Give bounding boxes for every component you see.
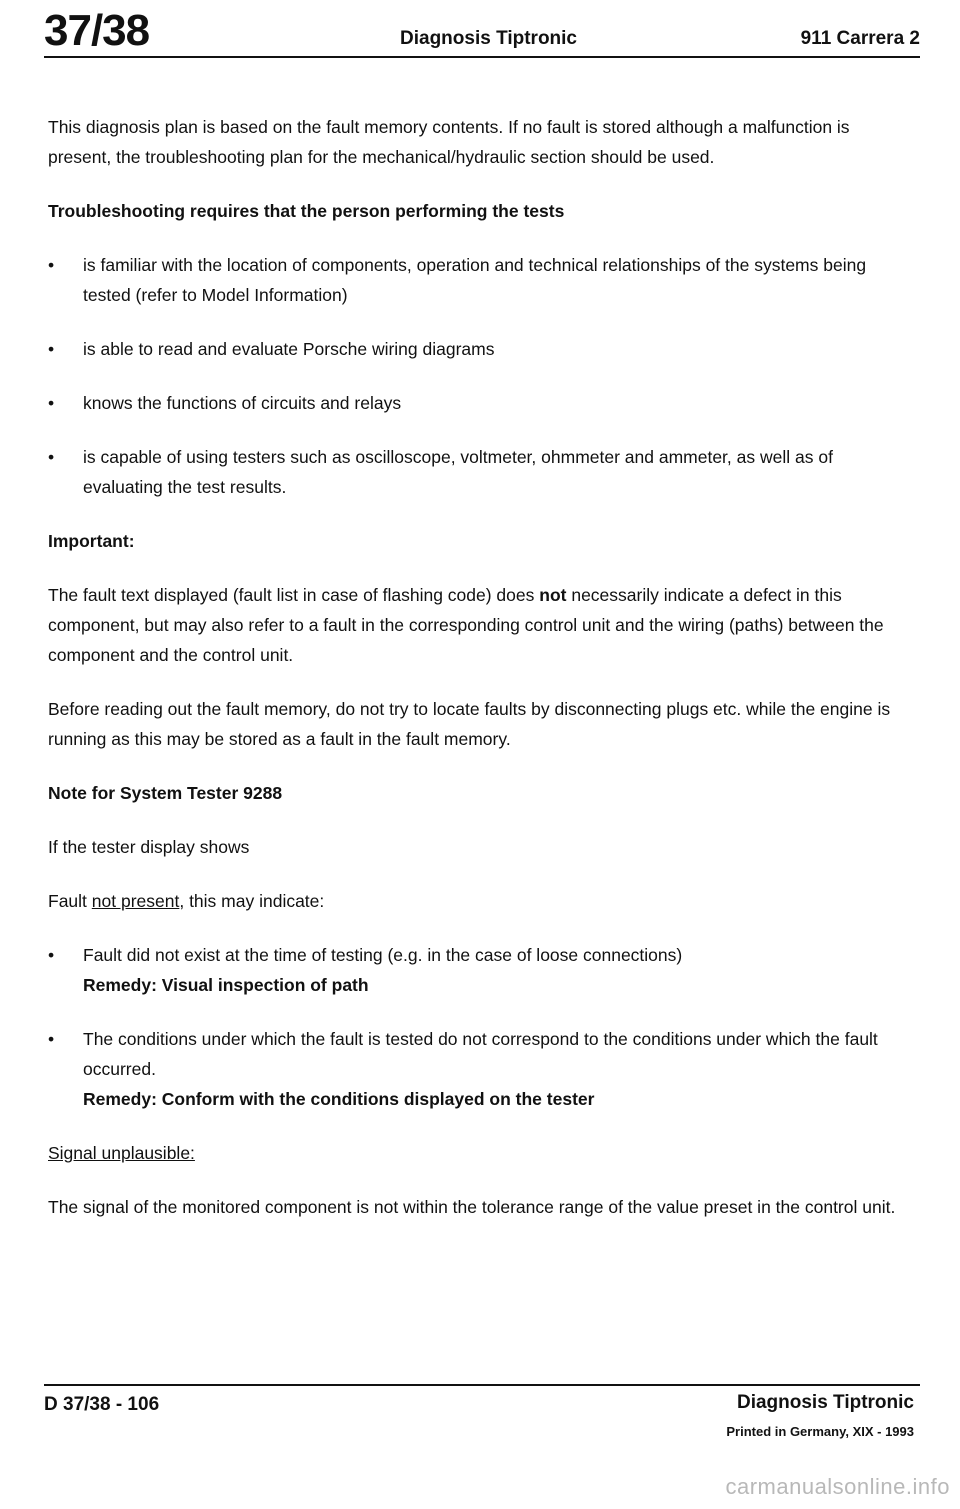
page-number: D 37/38 - 106 xyxy=(44,1394,160,1415)
section-number: 37/38 xyxy=(44,6,150,55)
bullet-icon: • xyxy=(48,393,55,413)
list-item xyxy=(48,334,908,364)
cause-text: Fault did not exist at the time of testing (e.g. in the case of loose connections) xyxy=(83,945,683,965)
footer-divider xyxy=(44,1384,920,1386)
print-info: Printed in Germany, XIX - 1993 xyxy=(726,1424,914,1439)
important-emphasis: not xyxy=(539,585,567,605)
before-reading-paragraph: Before reading out the fault memory, do not try to locate faults by disconnecting plugs etc. while the engine is running as this may be stored as a fault in the fault memory. xyxy=(48,699,891,749)
footer-title: Diagnosis Tiptronic xyxy=(736,1392,914,1413)
display-shows-text: If the tester display shows xyxy=(48,837,250,857)
important-heading: Important: xyxy=(48,531,135,551)
signal-heading: Signal unplausible: xyxy=(48,1143,195,1163)
cause-text: The conditions under which the fault is tested do not correspond to the conditions under which the fault occurred. xyxy=(83,1029,878,1079)
fault-suffix: , this may indicate: xyxy=(179,891,325,911)
list-item xyxy=(48,442,908,502)
important-text-end: necessarily indicate a defect in this component, but may also refer to a fault in the corresponding control unit and the wiring (paths) between the component and the control unit. xyxy=(48,585,884,665)
intro-paragraph: This diagnosis plan is based on the fault memory contents. If no fault is stored although a malfunction is present, the troubleshooting plan for the mechanical/hydraulic section should be used. xyxy=(48,117,850,167)
list-item xyxy=(48,388,908,418)
important-text-start: The fault text displayed (fault list in case of flashing code) does xyxy=(48,585,540,605)
watermark: carmanualsonline.info xyxy=(725,1474,950,1499)
list-item-text: is familiar with the location of components, operation and technical relationships of the systems being tested (refer to Model Information) xyxy=(83,255,867,305)
header-title: Diagnosis Tiptronic xyxy=(400,28,578,49)
remedy-text: Remedy: Conform with the conditions displayed on the tester xyxy=(83,1089,595,1109)
fault-status-line xyxy=(48,886,908,916)
header-divider xyxy=(44,56,920,58)
list-item-text: is capable of using testers such as oscilloscope, voltmeter, ohmmeter and ammeter, as well as of evaluating the test results. xyxy=(83,447,833,497)
requirements-heading: Troubleshooting requires that the person performing the tests xyxy=(48,201,565,221)
bullet-icon: • xyxy=(48,447,55,467)
list-item-text: is able to read and evaluate Porsche wiring diagrams xyxy=(83,339,495,359)
fault-prefix: Fault xyxy=(48,891,92,911)
note-heading: Note for System Tester 9288 xyxy=(48,783,283,803)
remedy-text: Remedy: Visual inspection of path xyxy=(83,975,369,995)
page-content xyxy=(48,112,908,1246)
bullet-icon: • xyxy=(48,1029,55,1049)
list-item xyxy=(48,940,908,1000)
important-paragraph xyxy=(48,580,908,670)
fault-status: not present xyxy=(91,891,180,911)
signal-paragraph: The signal of the monitored component is not within the tolerance range of the value preset in the control unit. xyxy=(48,1197,896,1217)
list-item xyxy=(48,1024,908,1114)
list-item-text: knows the functions of circuits and relays xyxy=(83,393,402,413)
bullet-icon: • xyxy=(48,339,55,359)
header-model: 911 Carrera 2 xyxy=(800,28,920,49)
bullet-icon: • xyxy=(48,255,55,275)
list-item xyxy=(48,250,908,310)
bullet-icon: • xyxy=(48,945,55,965)
